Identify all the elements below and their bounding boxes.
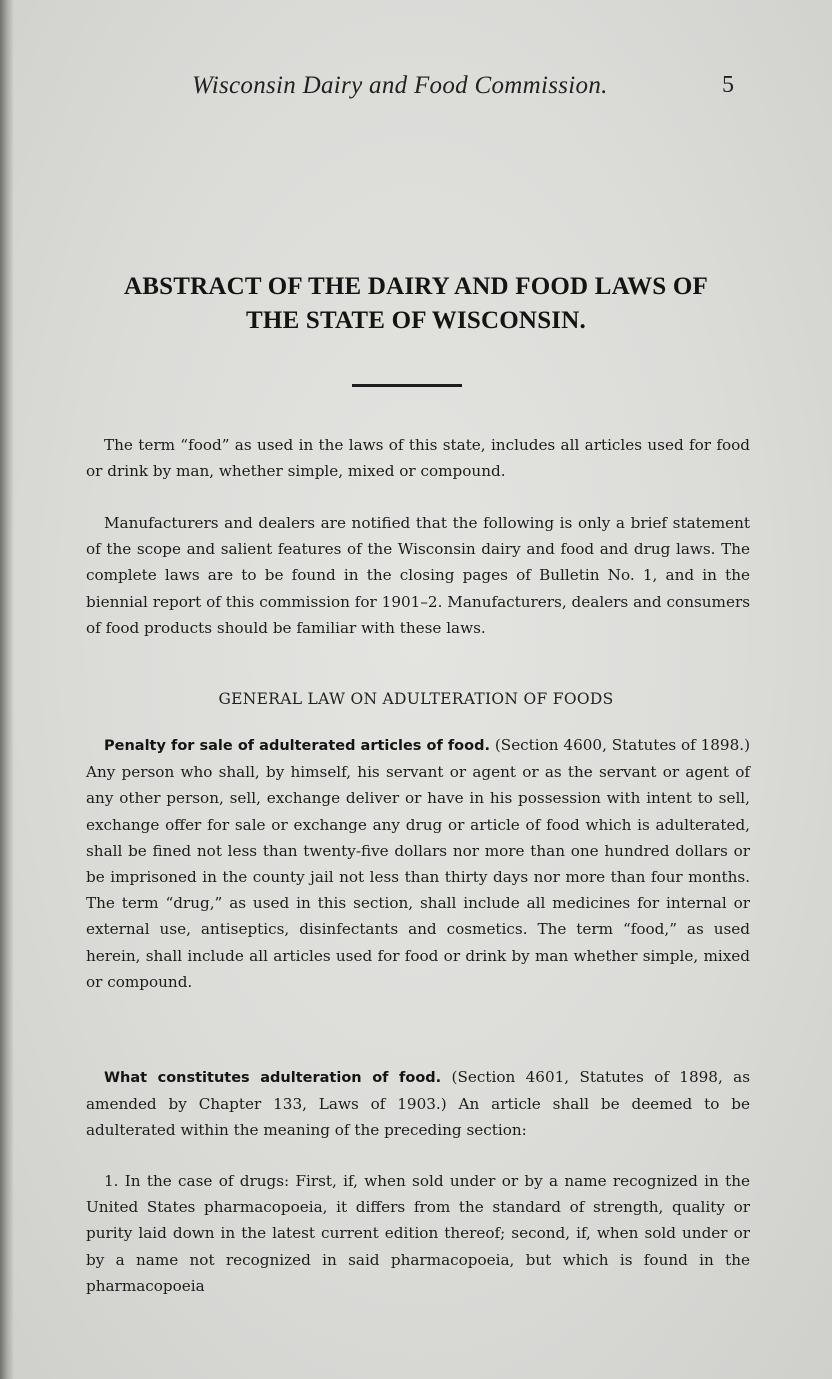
running-title: Wisconsin Dairy and Food Commission.: [192, 72, 608, 99]
constitutes-paragraph: [86, 1064, 750, 1144]
section-heading: GENERAL LAW ON ADULTERATION OF FOODS: [218, 690, 614, 708]
page-title: [60, 270, 772, 338]
running-header: [0, 72, 832, 108]
page-title-line-2: THE STATE OF WISCONSIN.: [246, 307, 586, 334]
constitutes-run-in-heading: What constitutes adulteration of food.: [104, 1070, 442, 1086]
penalty-run-in-heading: Penalty for sale of adulterated articles of food.: [104, 738, 490, 754]
intro-paragraph-1: The term “food” as used in the laws of this state, includes all articles used for food or drink by man, whether simple, mixed or compound.: [86, 436, 750, 481]
drugs-paragraph: 1. In the case of drugs: First, if, when sold under or by a name recognized in the United States pharmacopoeia, it differs from the standard of strength, quality or purity laid down in the latest current edition thereof; second, if, when sold under or by a name not recognized in said pharmacopoeia, but which is found in the pharmacopoeia: [86, 1172, 750, 1295]
constitutes-text: (Section 4601, Statutes of 1898, as amended by Chapter 133, Laws of 1903.) An article shall be deemed to be adulterated within the meaning of the preceding section:: [86, 1068, 750, 1140]
penalty-text: (Section 4600, Statutes of 1898.) Any person who shall, by himself, his servant or agent or as the servant or agent of any other person, sell, exchange deliver or have in his possession with intent to sell, exchange offer for sale or exchange any drug or article of food which is adulterated, shall be fined not less than twenty-five dollars nor more than one hundred dollars or be imprisoned in the county jail not less than thirty days nor more than four months. The term “drug,” as used in this section, shall include all medicines for internal or external use, antiseptics, disinfectants and cosmetics. The term “food,” as used herein, shall include all articles used for food or drink by man whether simple, mixed or compound.: [86, 736, 751, 991]
penalty-paragraph: [86, 732, 750, 995]
page-binding-shadow: [0, 0, 14, 1379]
page-number: 5: [722, 72, 734, 98]
title-divider: [352, 384, 462, 387]
intro-paragraph-2: Manufacturers and dealers are notified that the following is only a brief statement of the scope and salient features of the Wisconsin dairy and food and drug laws. The complete laws are to be found in the closing pages of Bulletin No. 1, and in the biennial report of this commission for 1901–2. Manufacturers, dealers and consumers of food products should be familiar with these laws.: [86, 514, 750, 637]
page-title-line-1: ABSTRACT OF THE DAIRY AND FOOD LAWS OF: [124, 273, 708, 300]
